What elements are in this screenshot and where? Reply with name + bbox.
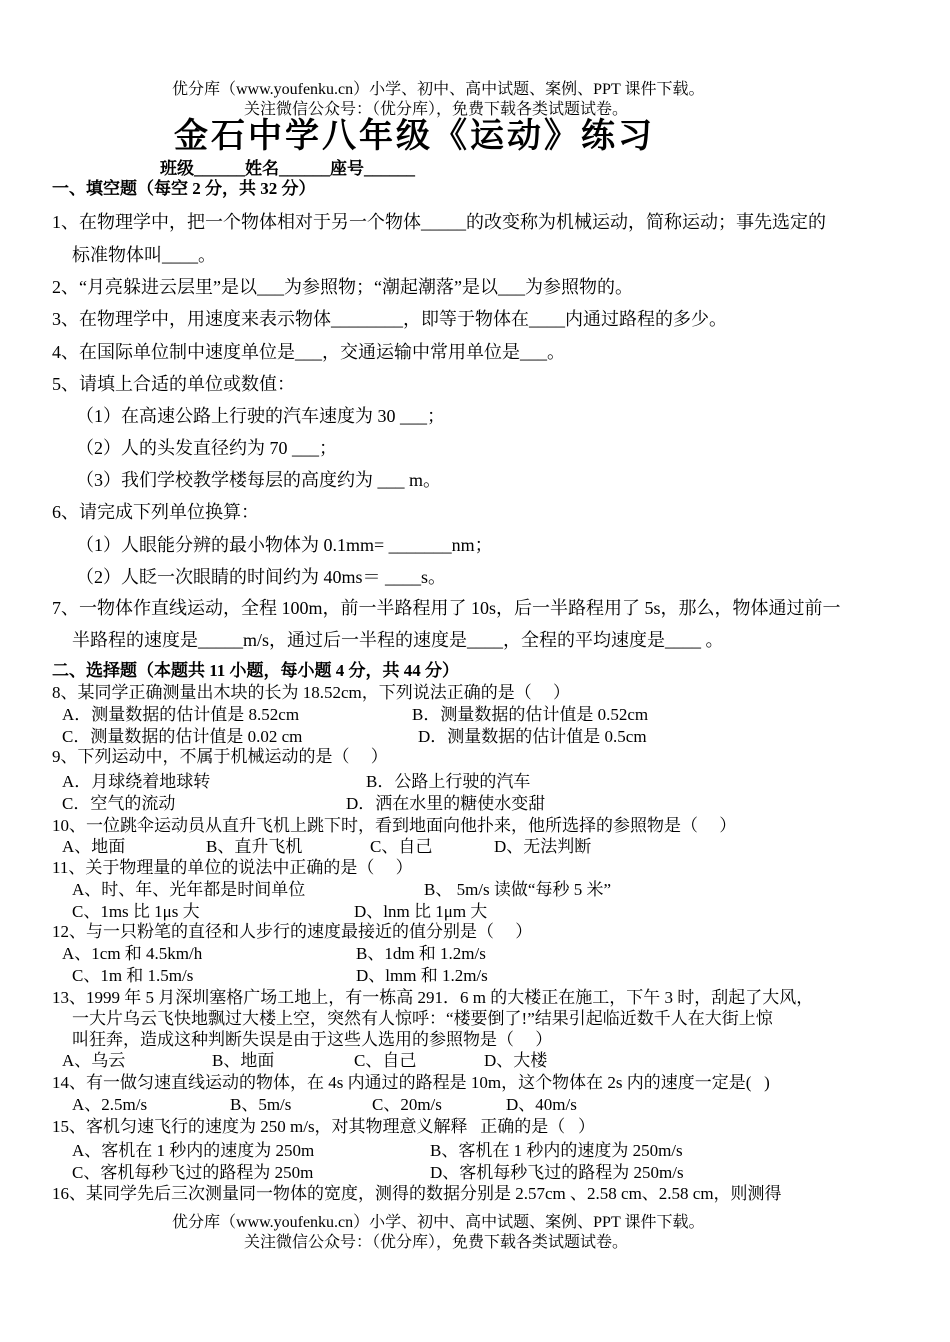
question-5-part-2: （2）人的头发直径约为 70 ___； [76, 438, 337, 458]
question-5: 5、请填上合适的单位或数值： [52, 374, 295, 394]
question-16: 16、某同学先后三次测量同一物体的宽度，测得的数据分别是 2.57cm 、2.58 cm、2.58 cm，则测得 [52, 1184, 782, 1203]
question-8-option-a: A．测量数据的估计值是 8.52cm [62, 705, 300, 724]
question-9-option-a: A．月球绕着地球转 [62, 772, 211, 791]
question-12-option-d: D、lmm 和 1.2m/s [356, 966, 488, 985]
header-line-1: 优分库（www.youfenku.cn）小学、初中、高中试题、案例、PPT 课件下载。 [172, 81, 705, 98]
question-15-option-a: A、客机在 1 秒内的速度为 250m [72, 1141, 315, 1160]
question-13-line-1: 13、1999 年 5 月深圳塞格广场工地上，有一栋高 291．6 m 的大楼正在施工，下午 3 时，刮起了大风， [52, 988, 814, 1007]
question-1-line-2: 标准物体叫____。 [72, 245, 216, 265]
question-12-option-a: A、1cm 和 4.5km/h [62, 944, 203, 963]
student-info-line: 班级______姓名______座号______ [160, 159, 415, 178]
question-13-line-2: 一大片乌云飞快地飘过大楼上空，突然有人惊呼：“楼要倒了!”结果引起临近数千人在大街上惊 [72, 1009, 773, 1028]
question-10-option-d: D、无法判断 [494, 837, 592, 856]
question-12-option-c: C、1m 和 1.5m/s [72, 966, 194, 985]
question-8: 8、某同学正确测量出木块的长为 18.52cm，下列说法正确的是（ ） [52, 683, 571, 702]
question-11: 11、关于物理量的单位的说法中正确的是（ ） [52, 858, 413, 877]
question-1-line-1: 1、在物理学中，把一个物体相对于另一个物体_____的改变称为机械运动，简称运动；事先选定的 [52, 212, 826, 232]
question-13-option-b: B、地面 [212, 1051, 275, 1070]
question-6-part-2: （2）人眨一次眼睛的时间约为 40ms＝ ____s。 [76, 567, 447, 587]
question-10-option-c: C、自己 [370, 837, 433, 856]
section1-heading: 一、填空题（每空 2 分，共 32 分） [52, 179, 316, 198]
question-13-option-c: C、自己 [354, 1051, 417, 1070]
question-9: 9、下列运动中，不属于机械运动的是（ ） [52, 747, 388, 766]
question-14-option-c: C、20m/s [372, 1095, 442, 1114]
question-15-option-b: B、客机在 1 秒内的速度为 250m/s [430, 1141, 683, 1160]
question-14-option-a: A、2.5m/s [72, 1095, 148, 1114]
question-15: 15、客机匀速飞行的速度为 250 m/s，对其物理意义解释 正确的是（ ） [52, 1117, 596, 1136]
question-12-option-b: B、1dm 和 1.2m/s [356, 944, 486, 963]
question-13-option-d: D、大楼 [484, 1051, 548, 1070]
question-10-option-b: B、直升飞机 [206, 837, 303, 856]
question-6-part-1: （1）人眼能分辨的最小物体为 0.1mm= _______nm； [76, 535, 493, 555]
question-14: 14、有一做匀速直线运动的物体，在 4s 内通过的路程是 10m，这个物体在 2s 内的速度一定是( ) [52, 1073, 770, 1092]
question-11-option-d: D、lnm 比 1μm 大 [354, 902, 488, 921]
question-5-part-3: （3）我们学校教学楼每层的高度约为 ___ m。 [76, 470, 441, 490]
question-6: 6、请完成下列单位换算： [52, 502, 259, 522]
question-7-line-2: 半路程的速度是_____m/s，通过后一半程的速度是____，全程的平均速度是____ 。 [72, 630, 724, 650]
question-7-line-1: 7、一物体作直线运动，全程 100m，前一半路程用了 10s，后一半路程用了 5s，那么，物体通过前一 [52, 598, 841, 618]
question-11-option-b: B、 5m/s 读做“每秒 5 米” [424, 880, 611, 899]
question-5-part-1: （1）在高速公路上行驶的汽车速度为 30 ___； [76, 406, 445, 426]
section2-heading: 二、选择题（本题共 11 小题，每小题 4 分，共 44 分） [52, 661, 460, 680]
question-8-option-d: D．测量数据的估计值是 0.5cm [418, 727, 647, 746]
question-15-option-c: C、客机每秒飞过的路程为 250m [72, 1163, 314, 1182]
question-2: 2、“月亮躲进云层里”是以___为参照物；“潮起潮落”是以___为参照物的。 [52, 277, 633, 297]
question-8-option-b: B．测量数据的估计值是 0.52cm [412, 705, 649, 724]
question-14-option-b: B、5m/s [230, 1095, 292, 1114]
question-10-option-a: A、地面 [62, 837, 126, 856]
question-11-option-a: A、时、年、光年都是时间单位 [72, 880, 306, 899]
question-9-option-b: B．公路上行驶的汽车 [366, 772, 531, 791]
page-title: 金石中学八年级《运动》练习 [174, 116, 655, 156]
question-3: 3、在物理学中，用速度来表示物体________，即等于物体在____内通过路程的多少。 [52, 309, 727, 329]
question-9-option-d: D．洒在水里的糖使水变甜 [346, 794, 546, 813]
question-4: 4、在国际单位制中速度单位是___，交通运输中常用单位是___。 [52, 342, 565, 362]
question-14-option-d: D、40m/s [506, 1095, 577, 1114]
question-9-option-c: C．空气的流动 [62, 794, 176, 813]
question-13-option-a: A、乌云 [62, 1051, 126, 1070]
question-11-option-c: C、1ms 比 1μs 大 [72, 902, 200, 921]
header-line-2: 关注微信公众号：（优分库），免费下载各类试题试卷。 [244, 101, 629, 118]
question-12: 12、与一只粉笔的直径和人步行的速度最接近的值分别是（ ） [52, 922, 533, 941]
footer-line-1: 优分库（www.youfenku.cn）小学、初中、高中试题、案例、PPT 课件下载。 [172, 1214, 705, 1231]
question-13-line-3: 叫狂奔，造成这种判断失误是由于这些人选用的参照物是（ ） [72, 1030, 553, 1049]
question-8-option-c: C．测量数据的估计值是 0.02 cm [62, 727, 303, 746]
question-15-option-d: D、客机每秒飞过的路程为 250m/s [430, 1163, 684, 1182]
question-10: 10、一位跳伞运动员从直升飞机上跳下时，看到地面向他扑来，他所选择的参照物是（ ） [52, 816, 737, 835]
footer-line-2: 关注微信公众号：（优分库），免费下载各类试题试卷。 [244, 1234, 629, 1251]
